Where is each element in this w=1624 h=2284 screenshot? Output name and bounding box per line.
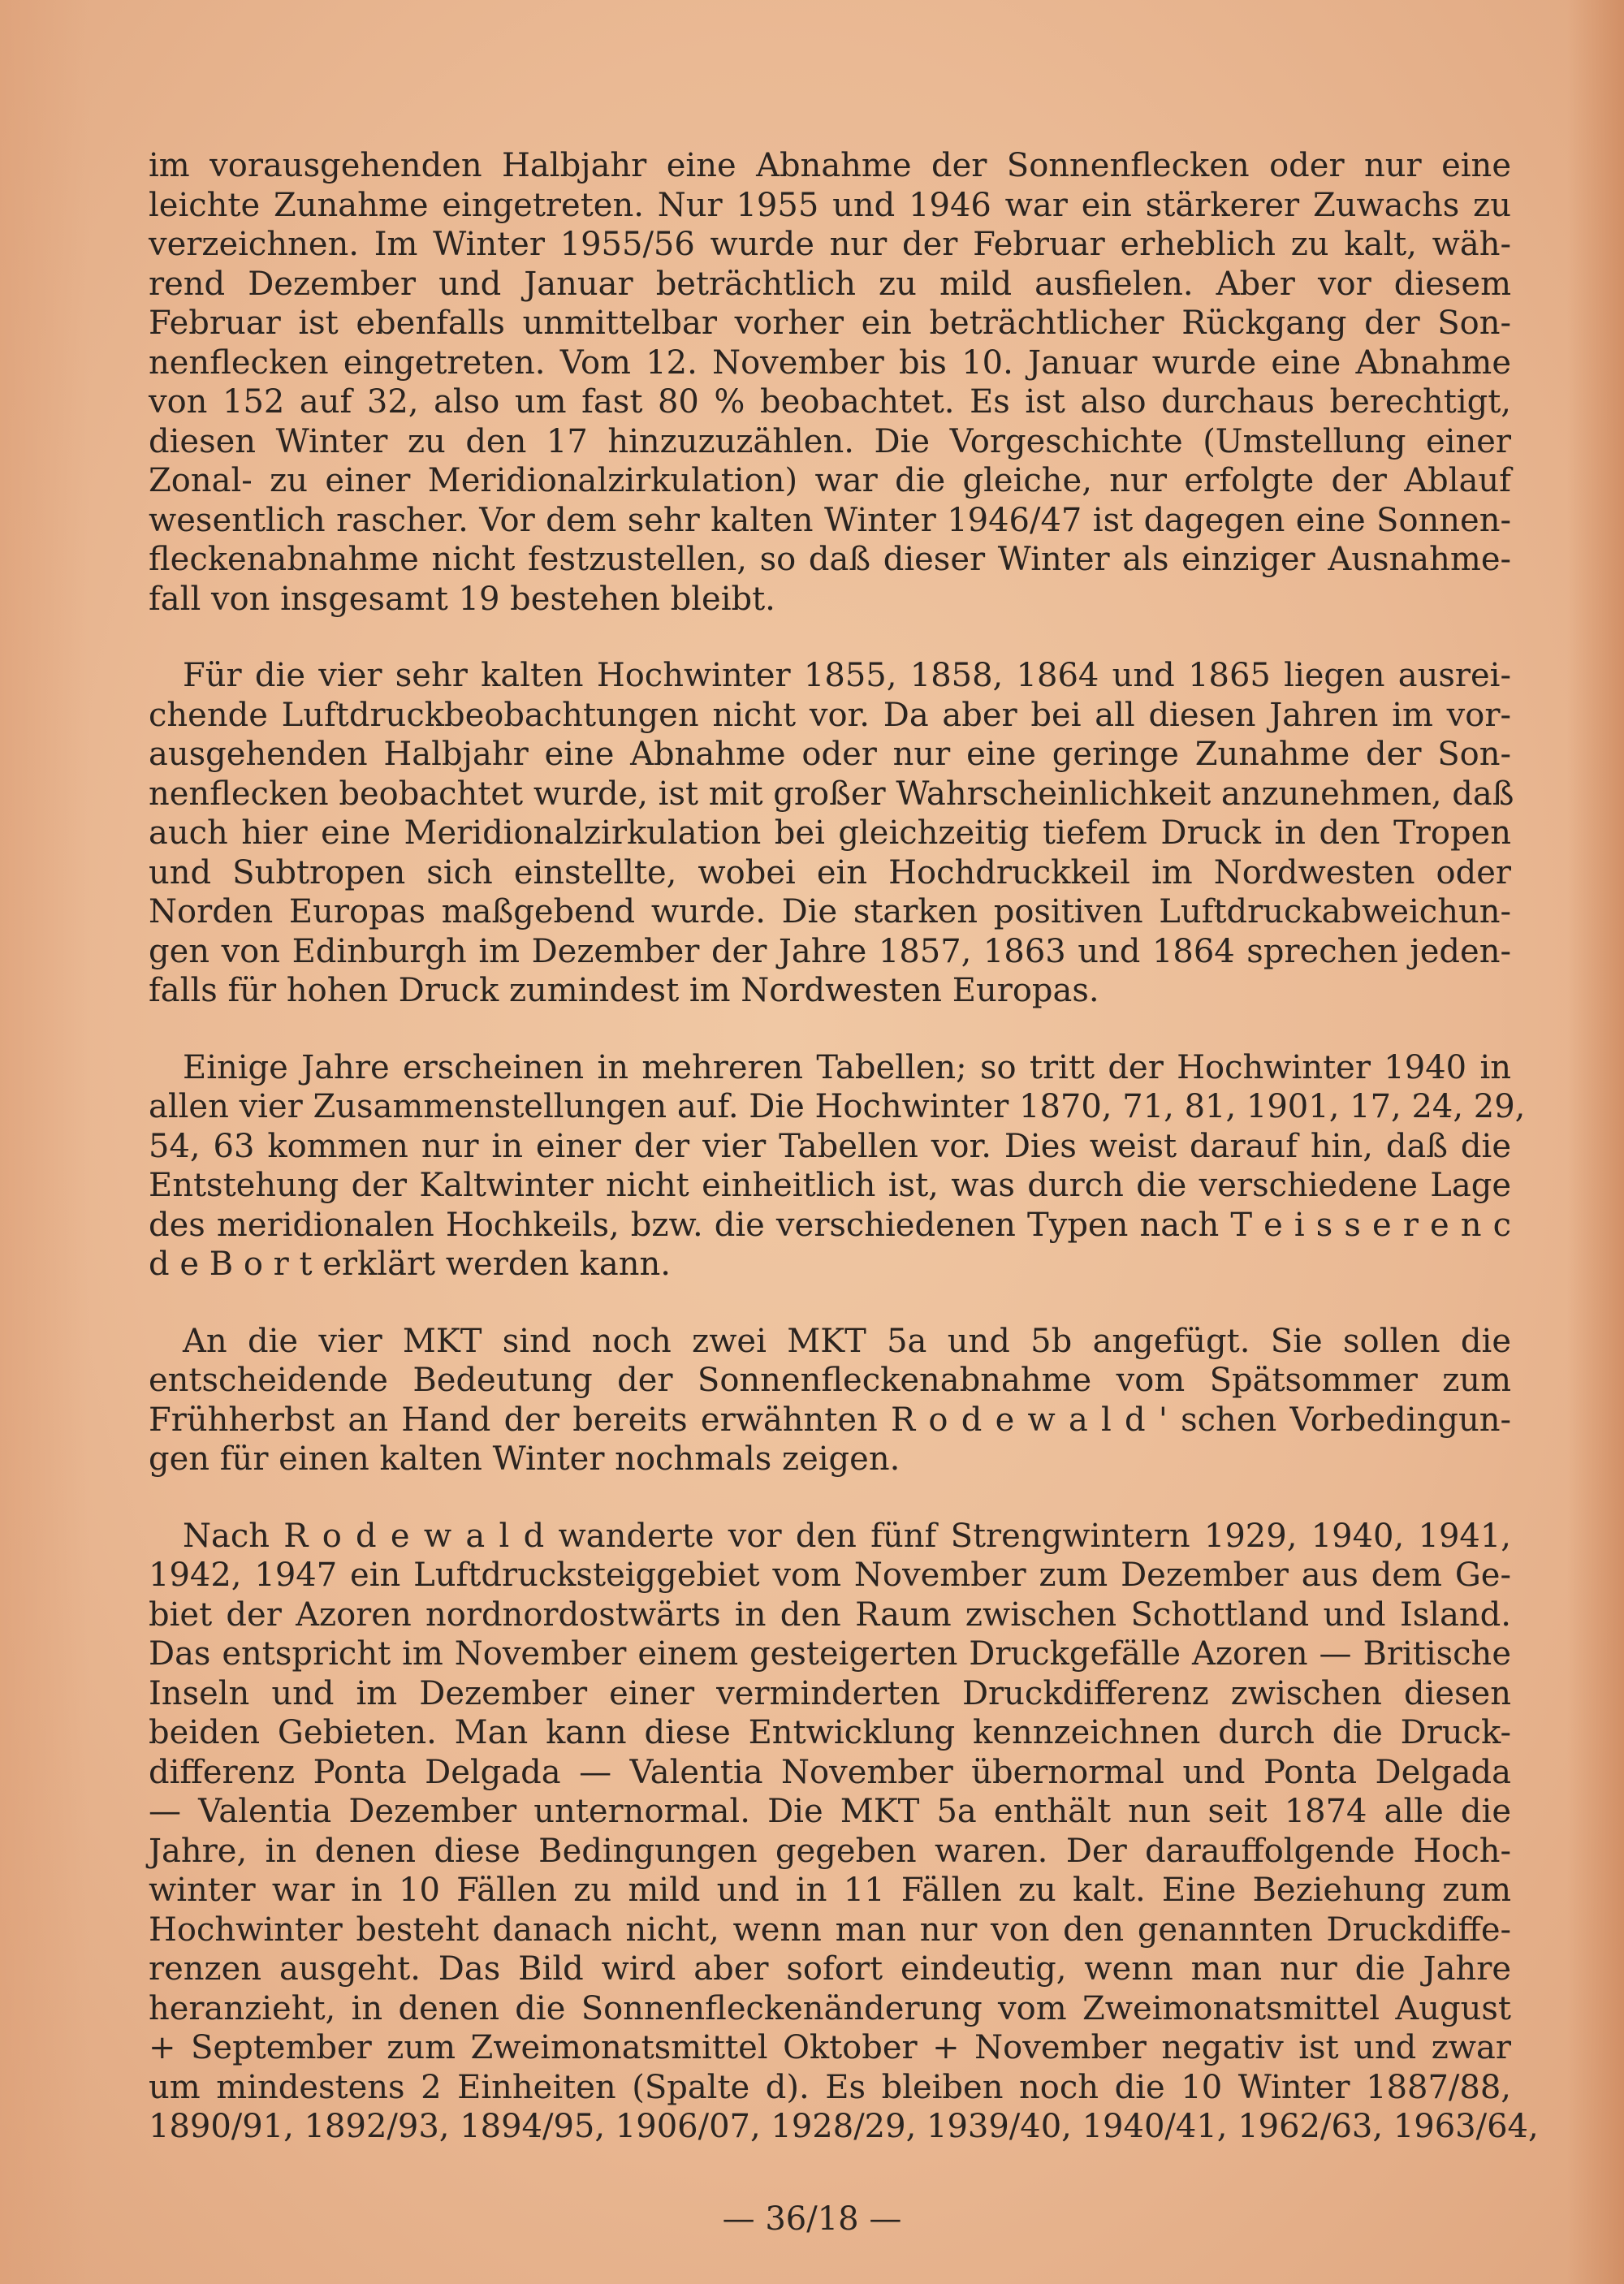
text-line: des meridionalen Hochkeils, bzw. die verschiedenen Typen nach T e i s s e r e n c [149,1206,1511,1244]
text-line: An die vier MKT sind noch zwei MKT 5a und 5b angefügt. Sie sollen die [183,1322,1511,1360]
paragraph [149,146,1511,619]
text-line: diesen Winter zu den 17 hinzuzuzählen. Die Vorgeschichte (Umstellung einer [149,422,1511,460]
page-shadow-left [0,0,89,2284]
text-line: Frühherbst an Hand der bereits erwähnten R o d e w a l d ' schen Vorbedingun- [149,1401,1511,1439]
text-line: differenz Ponta Delgada — Valentia November übernormal und Ponta Delgada [149,1753,1511,1791]
text-line: Zonal- zu einer Meridionalzirkulation) war die gleiche, nur erfolgte der Ablauf [149,462,1511,499]
text-line: wesentlich rascher. Vor dem sehr kalten Winter 1946/47 ist dagegen eine Sonnen- [149,501,1511,539]
text-line: entscheidende Bedeutung der Sonnenfleckenabnahme vom Spätsommer zum [149,1362,1511,1399]
text-line: gen für einen kalten Winter nochmals zeigen. [149,1440,901,1478]
text-line: nenflecken beobachtet wurde, ist mit großer Wahrscheinlichkeit anzunehmen, daß [149,775,1514,813]
text-line: 1890/91, 1892/93, 1894/95, 1906/07, 1928/29, 1939/40, 1940/41, 1962/63, 1963/64, [149,2108,1539,2145]
text-line: biet der Azoren nordnordostwärts in den Raum zwischen Schottland und Island. [149,1595,1511,1634]
page-number: — 36/18 — [722,2200,902,2238]
paragraph [149,656,1514,1011]
text-line: und Subtropen sich einstellte, wobei ein Hochdruckkeil im Nordwesten oder [149,853,1511,892]
text-line: auch hier eine Meridionalzirkulation bei gleichzeitig tiefem Druck in den Tropen [149,814,1511,852]
text-line: nenflecken eingetreten. Vom 12. November bis 10. Januar wurde eine Abnahme [149,343,1511,382]
text-line: ausgehenden Halbjahr eine Abnahme oder nur eine geringe Zunahme der Son- [149,736,1511,773]
text-line: 54, 63 kommen nur in einer der vier Tabellen vor. Dies weist darauf hin, daß die [149,1127,1511,1165]
text-line: im vorausgehenden Halbjahr eine Abnahme der Sonnenflecken oder nur eine [149,147,1511,184]
text-line: — Valentia Dezember unternormal. Die MKT 5a enthält nun seit 1874 alle die [149,1793,1511,1830]
text-line: Norden Europas maßgebend wurde. Die starken positiven Luftdruckabweichun- [149,893,1511,930]
text-line: verzeichnen. Im Winter 1955/56 wurde nur der Februar erheblich zu kalt, wäh- [149,226,1511,263]
text-line: falls für hohen Druck zumindest im Nordwesten Europas. [149,972,1099,1009]
text-line: fall von insgesamt 19 bestehen bleibt. [149,580,775,618]
text-line: fleckenabnahme nicht festzustellen, so daß dieser Winter als einziger Ausnahme- [149,541,1511,578]
text-line: renzen ausgeht. Das Bild wird aber sofort eindeutig, wenn man nur die Jahre [149,1950,1511,1988]
text-line: Entstehung der Kaltwinter nicht einheitlich ist, was durch die verschiedene Lage [149,1167,1511,1204]
text-line: Hochwinter besteht danach nicht, wenn man nur von den genannten Druckdiffe- [149,1911,1511,1949]
text-line: Einige Jahre erscheinen in mehreren Tabellen; so tritt der Hochwinter 1940 in [183,1048,1511,1086]
text-line: heranzieht, in denen die Sonnenfleckenänderung vom Zweimonatsmittel August [149,1989,1511,2027]
text-line: Jahre, in denen diese Bedingungen gegeben waren. Der darauffolgende Hoch- [149,1832,1511,1870]
text-line: Nach R o d e w a l d wanderte vor den fünf Strengwintern 1929, 1940, 1941, [183,1517,1511,1555]
paragraph [149,1048,1526,1284]
page-shadow-right [1567,0,1624,2284]
text-line: rend Dezember und Januar beträchtlich zu mild ausfielen. Aber vor diesem [149,265,1511,303]
text-line: Inseln und im Dezember einer verminderten Druckdifferenz zwischen diesen [149,1674,1511,1712]
paragraph [149,1322,1511,1479]
text-line: von 152 auf 32, also um fast 80 % beobachtet. Es ist also durchaus berechtigt, [149,383,1511,421]
text-line: d e B o r t erklärt werden kann. [149,1246,671,1283]
text-line: leichte Zunahme eingetreten. Nur 1955 und 1946 war ein stärkerer Zuwachs zu [149,186,1511,224]
text-line: + September zum Zweimonatsmittel Oktober + November negativ ist und zwar [149,2029,1511,2066]
body-text [149,146,1539,2184]
text-line: 1942, 1947 ein Luftdrucksteiggebiet vom November zum Dezember aus dem Ge- [149,1556,1511,1594]
text-line: allen vier Zusammenstellungen auf. Die Hochwinter 1870, 71, 81, 1901, 17, 24, 29, [149,1088,1526,1125]
text-line: gen von Edinburgh im Dezember der Jahre 1857, 1863 und 1864 sprechen jeden- [149,932,1511,970]
text-line: chende Luftdruckbeobachtungen nicht vor. Da aber bei all diesen Jahren im vor- [149,696,1511,734]
text-line: winter war in 10 Fällen zu mild und in 11 Fällen zu kalt. Eine Beziehung zum [149,1872,1511,1909]
text-line: um mindestens 2 Einheiten (Spalte d). Es bleiben noch die 10 Winter 1887/88, [149,2068,1511,2106]
text-line: Das entspricht im November einem gesteigerten Druckgefälle Azoren — Britische [149,1635,1511,1673]
paragraph [149,1517,1539,2147]
text-line: Februar ist ebenfalls unmittelbar vorher ein beträchtlicher Rückgang der Son- [149,304,1511,342]
text-line: beiden Gebieten. Man kann diese Entwicklung kennzeichnen durch die Druck- [149,1714,1511,1751]
text-line: Für die vier sehr kalten Hochwinter 1855, 1858, 1864 und 1865 liegen ausrei- [183,657,1511,694]
